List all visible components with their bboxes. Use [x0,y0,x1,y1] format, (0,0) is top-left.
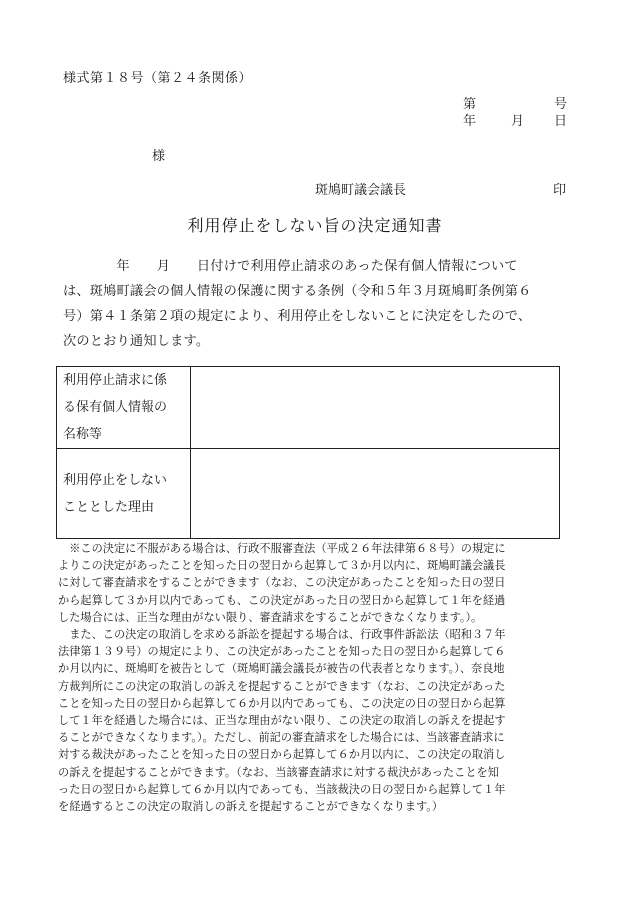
note-line: 法律第１３９号）の規定により、この決定があったことを知った日の翌日から起算して６ [58,645,506,659]
body-line: 号）第４１条第２項の規定により、利用停止をしないことに決定をしたので、 [63,309,532,324]
note-line: して１年を経過した場合には、正当な理由がない限り、この決定の取消しの訴えを提起す [58,714,506,728]
note-line: ることができなくなります。）。ただし、前記の審査請求をした場合には、当該審査請求に [58,731,505,745]
label-line: 名称等 [63,427,103,442]
info-table [56,366,560,539]
addressee: 様 [152,149,166,164]
note-line: の訴えを提起することができます。（なお、当該審査請求に対する裁決があったことを知 [58,765,499,779]
label-line: 利用停止請求に係 [63,373,168,388]
note-line: を経過するとこの決定の取消しの訴えを提起することができなくなります。） [58,800,444,814]
date-year: 年 [463,114,477,129]
seal-mark: 印 [553,183,567,198]
body-line: は、斑鳩町議会の個人情報の保護に関する条例（令和５年３月斑鳩町条例第６ [63,284,532,299]
body-paragraph [63,254,570,354]
table-row [57,367,560,449]
note-line: か月以内に、斑鳩町を被告として（斑鳩町議会議長が被告の代表者となります。）、奈良地 [58,662,505,676]
appeal-notes [58,540,570,815]
body-line: 年 月 日付けで利用停止請求のあった保有個人情報について [63,259,518,274]
label-line: こととした理由 [63,499,155,515]
document-title: 利用停止をしない旨の決定通知書 [187,216,443,235]
note-line: よりこの決定があったことを知った日の翌日から起算して３か月以内に、斑鳩町議会議長 [58,559,506,573]
note-line: 対する裁決があったことを知った日の翌日から起算して６か月以内に、この決定の取消し [58,748,506,762]
note-line: 方裁判所にこの決定の取消しの訴えを提起することができます（なお、この決定があった [58,679,506,693]
label-line: 利用停止をしない [63,472,168,488]
table-row [57,449,560,539]
form-number: 様式第１８号（第２４条関係） [63,71,253,86]
document-number-prefix: 第 [463,97,477,112]
note-line: に対して審査請求をすることができます（なお、この決定があったことを知った日の翌日 [58,576,506,590]
body-line: 次のとおり通知します。 [63,334,210,349]
date-month: 月 [511,114,525,129]
label-line: る保有個人情報の [63,400,168,415]
row-label-reason [57,449,191,539]
document-number-suffix: 号 [554,97,568,112]
note-line: した場合には、正当な理由がない限り、審査請求をすることができなくなります。）。 [58,610,483,624]
note-line: ことを知った日の翌日から起算して６か月以内であっても、この決定の日の翌日から起算 [58,696,506,710]
row-label-info-name [57,367,191,449]
date-day: 日 [554,114,568,129]
note-line: から起算して３か月以内であっても、この決定があった日の翌日から起算して１年を経過 [58,593,506,607]
sender-name: 斑鳩町議会議長 [315,183,407,198]
row-value-reason[interactable] [191,449,560,539]
note-line: った日の翌日から起算して６か月以内であっても、当該裁決の日の翌日から起算して１年 [58,782,506,796]
note-line: ※この決定に不服がある場合は、行政不服審査法（平成２６年法律第６８号）の規定に [58,542,506,555]
row-value-info-name[interactable] [191,367,560,449]
note-line: また、この決定の取消しを求める訴訟を提起する場合は、行政事件訴訟法（昭和３７年 [58,628,506,642]
